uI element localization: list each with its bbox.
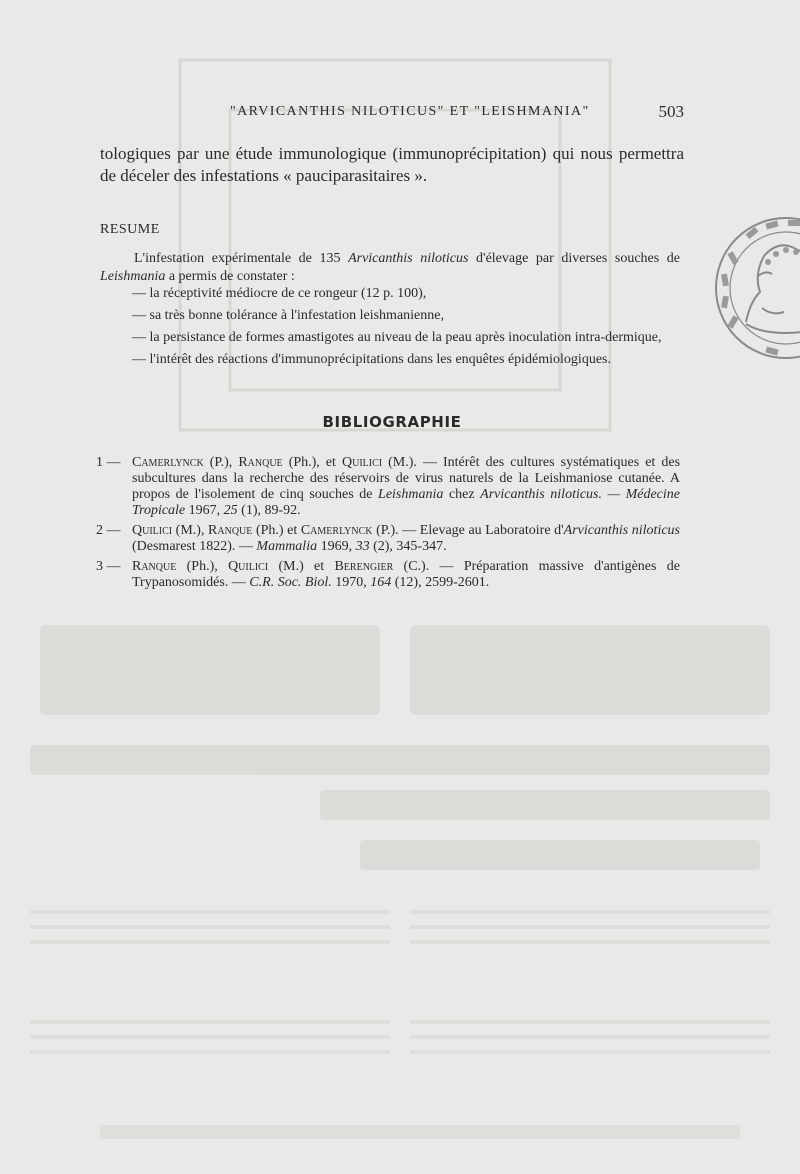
reference-text: (M.), xyxy=(172,523,209,538)
reference-italic: Mammalia xyxy=(256,539,318,554)
reference-item xyxy=(96,455,680,519)
reference-text: (P.). — Elevage au Laboratoire d' xyxy=(372,523,564,538)
running-header xyxy=(100,104,684,128)
reference-author: Quilici xyxy=(132,523,173,538)
reference-italic: Arvicanthis niloticus. — Médecine Tropicale xyxy=(132,487,681,518)
reference-item xyxy=(96,559,680,591)
reference-text: (M.) et xyxy=(268,559,335,574)
reference-volume: 33 xyxy=(355,539,370,554)
reference-text: (Ph.), et xyxy=(282,455,342,470)
resume-item: — la persistance de formes amastigotes au niveau de la peau après inoculation intra-dermique, xyxy=(132,330,662,345)
running-head-title: "ARVICANTHIS NILOTICUS" ET "LEISHMANIA" xyxy=(230,104,590,119)
resume-item: — sa très bonne tolérance à l'infestation leishmanienne, xyxy=(132,308,444,323)
reference-text: 1970, xyxy=(331,575,371,590)
reference-text: (2), 345-347. xyxy=(369,539,447,554)
reference-text: (C.). — Préparation massive d'antigènes de Trypanosomidés. — xyxy=(132,559,680,590)
resume-item: — la réceptivité médiocre de ce rongeur (12 p. 100), xyxy=(132,286,427,301)
resume-intro-text-2: d'élevage par diverses souches de xyxy=(468,251,681,266)
reference-text: (M.). — Intérêt des cultures systématiques et des subcultures dans la recherche des réservoirs de virus naturels de la Leishmaniose cutanée. A propos de l'isolement de cinq souches de xyxy=(132,455,681,502)
reference-text: (Ph.), xyxy=(176,559,229,574)
reference-author: Ranque xyxy=(238,455,283,470)
reference-author: Quilici xyxy=(228,559,269,574)
reference-text: (Desmarest 1822). — xyxy=(132,539,257,554)
resume-title: RESUME xyxy=(100,222,160,237)
reference-list xyxy=(96,455,680,595)
reference-text: (1), 89-92. xyxy=(237,503,301,518)
reference-text: (12), 2599-2601. xyxy=(391,575,490,590)
reference-text: 1967, xyxy=(185,503,224,518)
reference-author: Ranque xyxy=(132,559,177,574)
reference-text: (Ph.) et xyxy=(252,523,301,538)
page-number: 503 xyxy=(658,102,684,121)
reference-item xyxy=(96,523,680,555)
reference-number: 1 — xyxy=(96,455,121,470)
resume-item: — l'intérêt des réactions d'immunoprécipitations dans les enquêtes épidémiologiques. xyxy=(132,352,611,367)
reference-text: chez xyxy=(443,487,481,502)
reference-volume: 25 xyxy=(223,503,238,518)
reference-author: Quilici xyxy=(342,455,383,470)
reference-number: 2 — xyxy=(96,523,121,538)
reference-italic: C.R. Soc. Biol. xyxy=(249,575,332,590)
reference-author: Camerlynck xyxy=(132,455,204,470)
bibliography-title: BIBLIOGRAPHIE xyxy=(322,413,462,431)
reference-italic: Leishmania xyxy=(378,487,444,502)
faculte-de-medecine-stamp-icon xyxy=(706,212,800,372)
reference-volume: 164 xyxy=(370,575,392,590)
reference-italic: Arvicanthis niloticus xyxy=(563,523,680,538)
reference-author: Camerlynck xyxy=(300,523,373,538)
resume-intro-text-3: a permis de constater : xyxy=(165,269,295,284)
resume-list xyxy=(132,285,680,373)
reference-author: Ranque xyxy=(208,523,253,538)
resume-intro-species: Arvicanthis niloticus xyxy=(348,251,469,266)
intro-paragraph: tologiques par une étude immunologique (immunoprécipitation) qui nous permettra de déceler des infestations « pauciparasitaires ». xyxy=(100,144,684,185)
reference-author: Berengier xyxy=(334,559,394,574)
reference-text: (P.), xyxy=(203,455,239,470)
reference-text: 1969, xyxy=(317,539,356,554)
resume-intro-genus: Leishmania xyxy=(100,269,166,284)
reference-number: 3 — xyxy=(96,559,121,574)
resume-intro-paragraph xyxy=(100,250,680,286)
resume-intro-text: L'infestation expérimentale de 135 xyxy=(134,251,349,266)
